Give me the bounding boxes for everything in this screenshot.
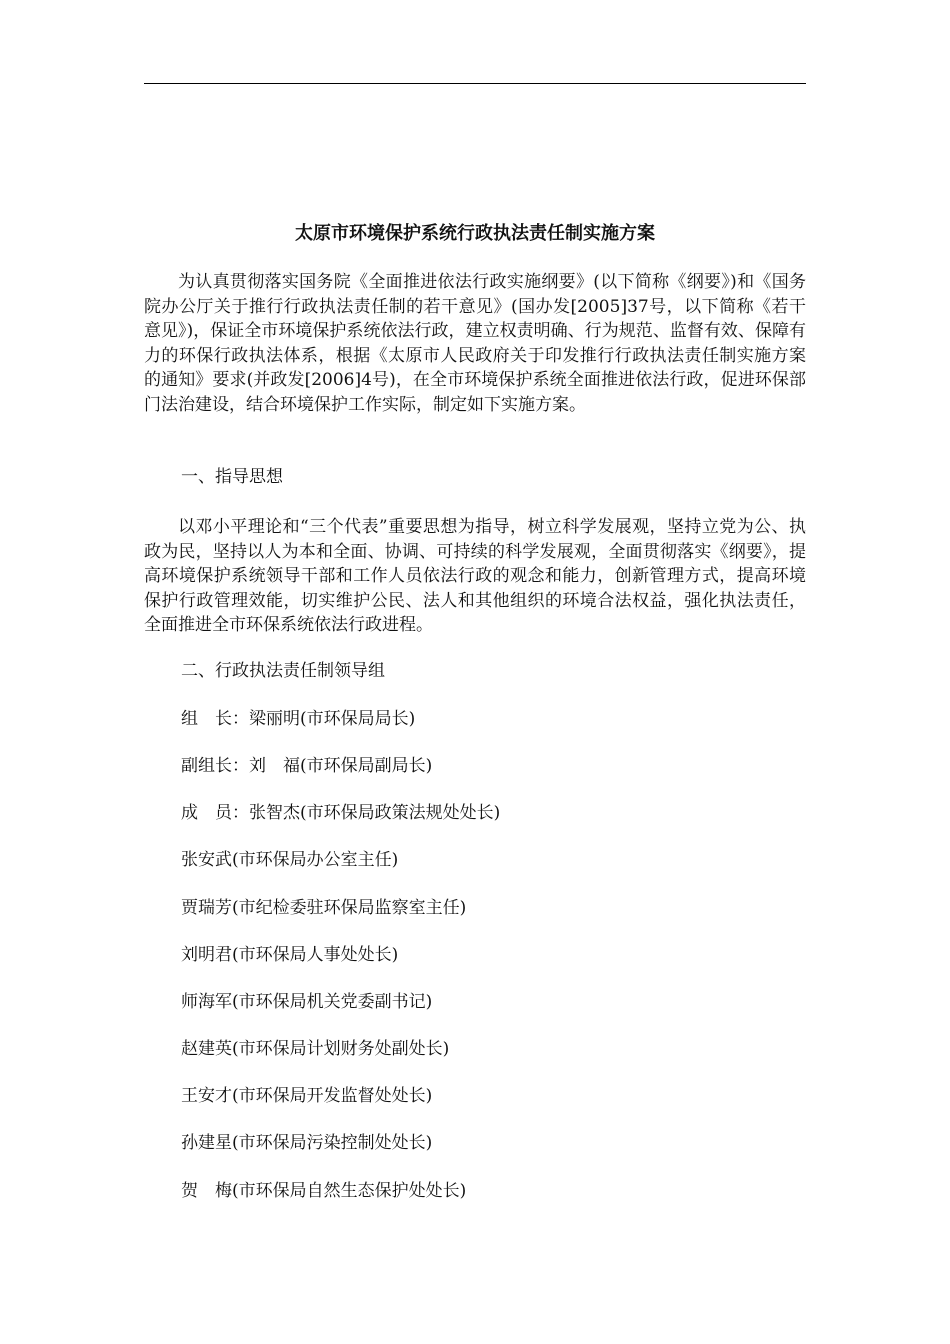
member-line: 副组长：刘 福(市环保局副局长) (181, 756, 433, 776)
section-heading-guiding-thought: 一、指导思想 (181, 467, 283, 487)
intro-paragraph: 为认真贯彻落实国务院《全面推进依法行政实施纲要》(以下简称《纲要》)和《国务院办公厅关于推行行政执法责任制的若干意见》(国办发[2005]37号，以下简称《若干意见》)，保证全市环境保护系统依法行政，建立权责明确、行为规范、监督有效、保障有力的环保行政执法体系，根据《太原市人民政府关于印发推行行政执法责任制实施方案的通知》要求(并政发[2006]4号)，在全市环境保护系统全面推进依法行政，促进环保部门法治建设，结合环境保护工作实际，制定如下实施方案。 (144, 272, 806, 415)
member-line: 师海军(市环保局机关党委副书记) (181, 992, 433, 1012)
document-title: 太原市环境保护系统行政执法责任制实施方案 (295, 223, 655, 244)
member-line: 贺 梅(市环保局自然生态保护处处长) (181, 1181, 467, 1201)
guiding-thought-paragraph: 以邓小平理论和“三个代表”重要思想为指导，树立科学发展观，坚持立党为公、执政为民，坚持以人为本和全面、协调、可持续的科学发展观，全面贯彻落实《纲要》，提高环境保护系统领导干部和工作人员依法行政的观念和能力，创新管理方式，提高环境保护行政管理效能，切实维护公民、法人和其他组织的环境合法权益，强化执法责任，全面推进全市环保系统依法行政进程。 (144, 517, 806, 636)
header-rule (144, 83, 806, 84)
member-line: 组 长：梁丽明(市环保局局长) (181, 709, 416, 729)
member-line: 贾瑞芳(市纪检委驻环保局监察室主任) (181, 898, 467, 918)
member-line: 刘明君(市环保局人事处处长) (181, 945, 399, 965)
section-heading-leading-group: 二、行政执法责任制领导组 (181, 661, 385, 681)
member-line: 赵建英(市环保局计划财务处副处长) (181, 1039, 450, 1059)
member-line: 张安武(市环保局办公室主任) (181, 850, 399, 870)
member-line: 孙建星(市环保局污染控制处处长) (181, 1133, 433, 1153)
member-line: 王安才(市环保局开发监督处处长) (181, 1086, 433, 1106)
member-line: 成 员：张智杰(市环保局政策法规处处长) (181, 803, 501, 823)
